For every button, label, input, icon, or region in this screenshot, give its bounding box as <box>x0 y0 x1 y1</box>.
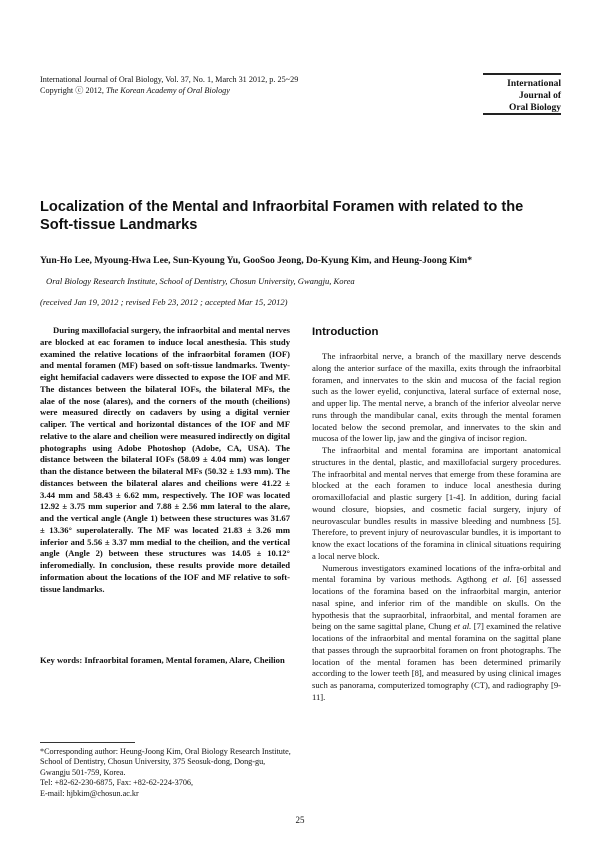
affiliation: Oral Biology Research Institute, School of Dentistry, Chosun University, Gwangju, Korea <box>46 276 355 286</box>
introduction-body <box>312 351 561 704</box>
paragraph: Numerous investigators examined locations of the infra-orbital and mental foramina by various methods. Agthong et al. [6] assessed locations of the foramina based on the infraorbital margin, anterior nasal spine, and inferior rim of the mandible on skulls. On the hypothesis that the supraorbital, infraorbital, and mental foramen are being on the same sagittal plane, Chung et al. [7] examined the relative locations of the infraorbital and mental foramina on the sagittal plane that passes through the supraorbital foramen on front photographs. The location of the mental foramen has been determined primarily according to the lower teeth [8], and measured by using clinical images such as panorama, computerized tomography (CT), and radiography [9-11]. <box>312 562 562 702</box>
paragraph: The infraorbital nerve, a branch of the maxillary nerve descends along the anterior surface of the maxilla, exits through the infraorbital foramen, and innervates to the skin and mucosa of the facial region such as the lower eyelid, conjunctiva, lateral surface of external nose, and upper lip. The mental nerve, a branch of the inferior alveolar nerve runs through the mandibular canal, exits through the mental foramen located below the second premolar, and innervates to the skin and mucosa of the lower lip, jaw and the gingiva of incisor region. <box>312 351 561 444</box>
corresponding-author-footnote <box>40 747 292 799</box>
journal-box-line-3: Oral Biology <box>509 103 561 113</box>
keywords: Key words: Infraorbital foramen, Mental foramen, Alare, Cheilion <box>40 655 285 665</box>
journal-box-line-2: Journal of <box>519 91 561 101</box>
abstract: During maxillofacial surgery, the infraorbital and mental nerves are blocked at eac foramen to induce local anesthesia. This study examined the relative locations of the infraorbital foramen (IOF) and mental foramen (MF) based on soft-tissue landmarks. Twenty-eight hemifacial cadavers were dissected to expose the IOF and MF. The distances between the bilateral IOFs, the bilateral MFs, the alae of the nose (alares), and the corners of the mouth (cheilions) were measured directly on cadavers by using a digital vernier caliper. The vertical and horizontal distances of the IOF and MF relative to the alare and cheilion were measured indirectly on digital photographs using Adobe Photoshop (Adobe, CA, USA). The distance between the bilateral IOFs (58.09 ± 4.04 mm) was longer than the distance between the bilateral MFs (50.32 ± 1.93 mm). The distances between the bilateral alares and cheilions were 41.22 ± 3.44 mm and 58.43 ± 6.62 mm, respectively. The IOF was located 12.92 ± 3.75 mm superior and 7.88 ± 2.56 mm lateral to the alare, and the vertical angle (Angle 1) between these structures was 31.67 ± 13.36° superolaterally. The MF was located 21.83 ± 3.26 mm inferior and 5.56 ± 3.37 mm medial to the cheilion, and the vertical angle (Angle 2) between these structures was 14.05 ± 10.12° inferomedially. In conclusion, these results provide more detailed information about the locations of the IOF and MF relative to soft-tissue landmarks. <box>40 325 290 594</box>
page-number: 25 <box>295 815 305 825</box>
copyright-line: Copyright ⓒ 2012, The Korean Academy of Oral Biology <box>40 85 230 95</box>
copyright-org: The Korean Academy of Oral Biology <box>105 85 230 95</box>
paragraph: The infraorbital and mental foramina are important anatomical structures in the dental, plastic, and maxillofacial surgery procedures. The infraorbital and mental nerves that emerge from these foramina are blocked at the each foramen to induce local anesthesia during oromaxillofacial and plastic surgery [1-4]. In addition, during facial wound closure, biopsies, and cosmetic facial surgery, injury of neurovascular bundles results in massive bleeding and numbness [5]. Therefore, to prevent injury of neurovascular bundles, it is important to know the exact locations of the foramina in clinical situations requiring a local nerve block. <box>312 445 561 561</box>
footnote-line: *Corresponding author: Heung-Joong Kim, Oral Biology Research Institute, School of Dentistry, Chosun University, 375 Seosuk-dong, Dong-gu, Gwangju 501-759, Korea. <box>40 747 291 777</box>
footnote-line: Tel: +82-62-230-6875, Fax: +82-62-224-3706, <box>40 778 194 788</box>
section-heading-introduction: Introduction <box>312 326 379 338</box>
footnote-divider <box>40 742 135 743</box>
journal-box-line-1: International <box>507 79 561 89</box>
citation-line: International Journal of Oral Biology, Vol. 37, No. 1, March 31 2012, p. 25~29 <box>40 75 299 84</box>
paper-title: Localization of the Mental and Infraorbital Foramen with related to the Soft-tissue Landmarks <box>40 199 524 233</box>
footnote-email: E-mail: hjbkim@chosun.ac.kr <box>40 788 139 798</box>
submission-dates: (received Jan 19, 2012 ; revised Feb 23, 2012 ; accepted Mar 15, 2012) <box>40 297 288 307</box>
author-list: Yun-Ho Lee, Myoung-Hwa Lee, Sun-Kyoung Yu, GooSoo Jeong, Do-Kyung Kim, and Heung-Joong Kim* <box>40 255 473 266</box>
journal-name-box <box>483 73 561 115</box>
journal-citation <box>40 75 440 96</box>
